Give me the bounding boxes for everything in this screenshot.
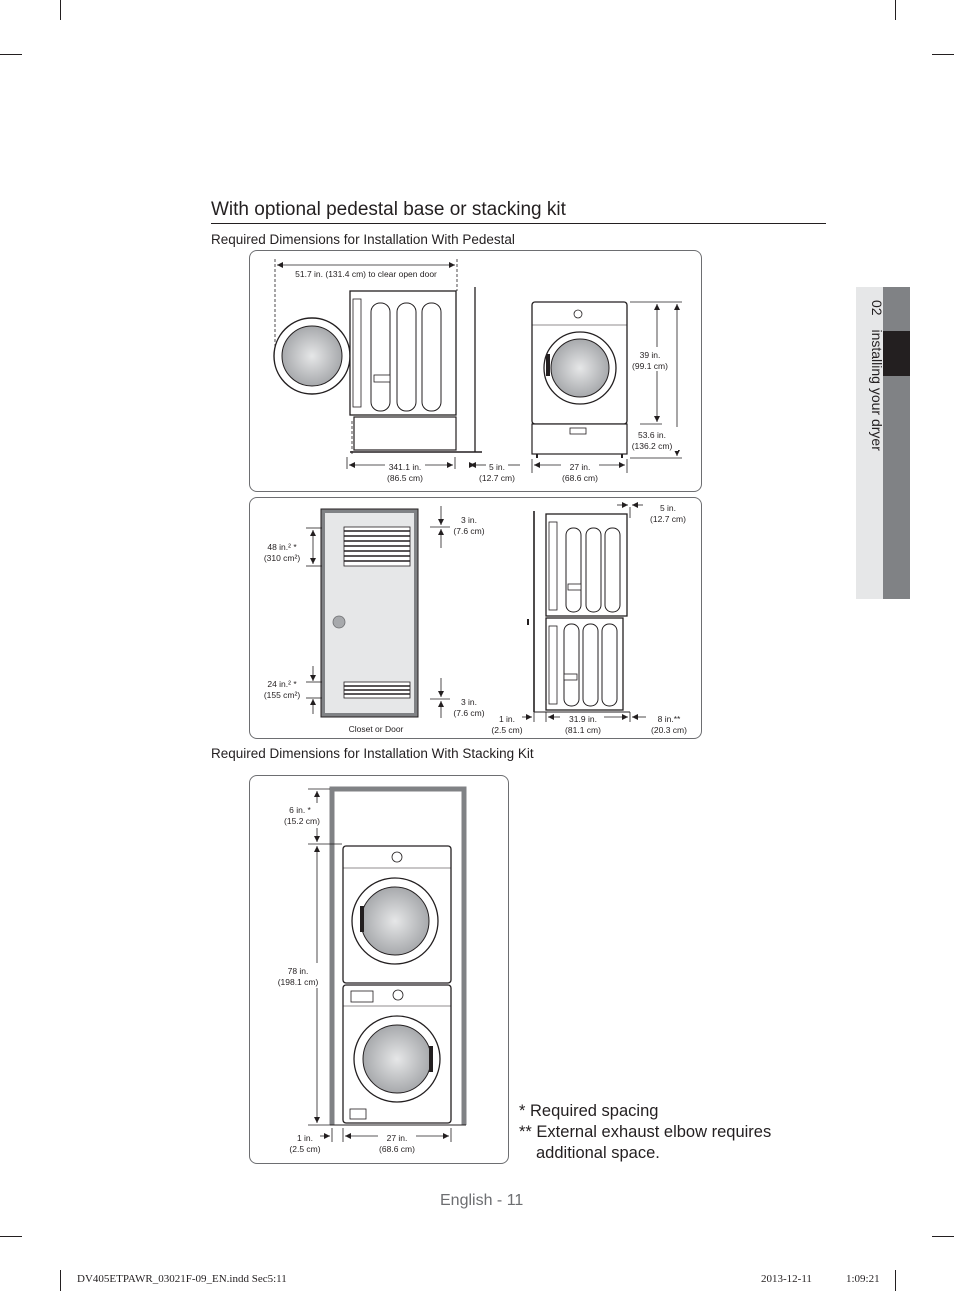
rear-gap-cm: (12.7 cm) [479,473,515,483]
bottom-vent-area-in: 24 in.² * [267,679,297,689]
stacked-lower-washer [546,618,623,710]
note-exhaust-elbow: ** External exhaust elbow requires [519,1123,772,1141]
bottom-vent-area-cm: (155 cm²) [263,690,301,700]
side-depth-cm: (86.5 cm) [387,473,423,483]
spacing-notes [519,1101,771,1164]
stacked-upper-dryer [546,514,627,616]
pedestal-heading: Required Dimensions for Installation With Pedestal [211,232,515,247]
footer-date: 2013-12-11 [761,1273,812,1285]
stack-height-cm: (198.1 cm) [277,977,319,987]
stacked-washer-front [343,985,451,1123]
front-height-total-cm: (136.2 cm) [631,441,673,451]
stacked-dryer-front [343,846,451,983]
closet-label: Closet or Door [348,724,404,734]
crop-mark [932,54,954,55]
stack-left-gap-cm: (2.5 cm) [491,725,523,735]
footer-file: DV405ETPAWR_03021F-09_EN.indd Sec5:11 [77,1273,287,1285]
bottom-gap-cm: (7.6 cm) [453,708,485,718]
note-exhaust-elbow-cont: additional space. [536,1144,660,1162]
stack-side-gap-in: 1 in. [296,1133,314,1143]
top-gap-cm: (7.6 cm) [453,526,485,536]
crop-mark [895,0,896,20]
chapter-number: 02 [869,300,885,316]
stack-top-clearance-in: 6 in. * [289,805,311,815]
stack-width-in: 27 in. [386,1133,408,1143]
stack-height-in: 78 in. [287,966,309,976]
pedestal-panel-top [249,250,702,492]
section-title: With optional pedestal base or stacking kit [211,199,566,220]
stacking-illustration [250,776,508,1163]
footer-time: 1:09:21 [846,1273,880,1285]
front-height-dryer-cm: (99.1 cm) [632,361,668,371]
top-vent-area-in: 48 in.² * [267,542,297,552]
stack-top-gap-cm: (12.7 cm) [650,514,686,524]
crop-mark [895,1270,896,1291]
crop-mark [932,1236,954,1237]
stack-top-clearance-cm: (15.2 cm) [284,816,320,826]
page-number: English - 11 [440,1192,524,1209]
side-depth-in: 341.1 in. [388,462,422,472]
pedestal-panel-bottom [249,497,702,739]
front-height-total-in: 53.6 in. [638,430,666,440]
bottom-vent [344,682,410,698]
crop-mark [60,0,61,20]
stack-width-cm: (68.6 cm) [379,1144,415,1154]
rear-gap-in: 5 in. [488,462,506,472]
front-width-cm: (68.6 cm) [562,473,598,483]
crop-mark [0,1236,22,1237]
front-width-in: 27 in. [569,462,591,472]
top-vent-area-cm: (310 cm²) [263,553,301,563]
side-tab-marker [883,331,910,376]
front-height-dryer-in: 39 in. [639,350,661,360]
title-rule [211,223,826,224]
stacking-heading: Required Dimensions for Installation With Stacking Kit [211,746,534,761]
pedestal-side-front-illustration [250,251,701,491]
door-knob [333,616,345,628]
chapter-title: installing your dryer [869,329,885,451]
crop-mark [60,1270,61,1291]
stacking-panel [249,775,509,1164]
note-required-spacing: * Required spacing [519,1102,659,1120]
stack-rear-gap-cm: (20.3 cm) [651,725,687,735]
stack-depth-cm: (81.1 cm) [565,725,601,735]
side-tab-label [855,300,885,560]
top-gap-in: 3 in. [460,515,478,525]
stack-side-gap-cm: (2.5 cm) [289,1144,321,1154]
door-clear-label: 51.7 in. (131.4 cm) to clear open door [295,269,437,279]
top-vent [344,527,410,566]
bottom-gap-in: 3 in. [460,697,478,707]
closet-stack-illustration [250,498,701,738]
stack-left-gap-in: 1 in. [498,714,516,724]
stack-depth-in: 31.9 in. [569,714,597,724]
stack-top-gap-in: 5 in. [659,503,677,513]
crop-mark [0,54,22,55]
stack-rear-gap-in: 8 in.** [657,714,681,724]
